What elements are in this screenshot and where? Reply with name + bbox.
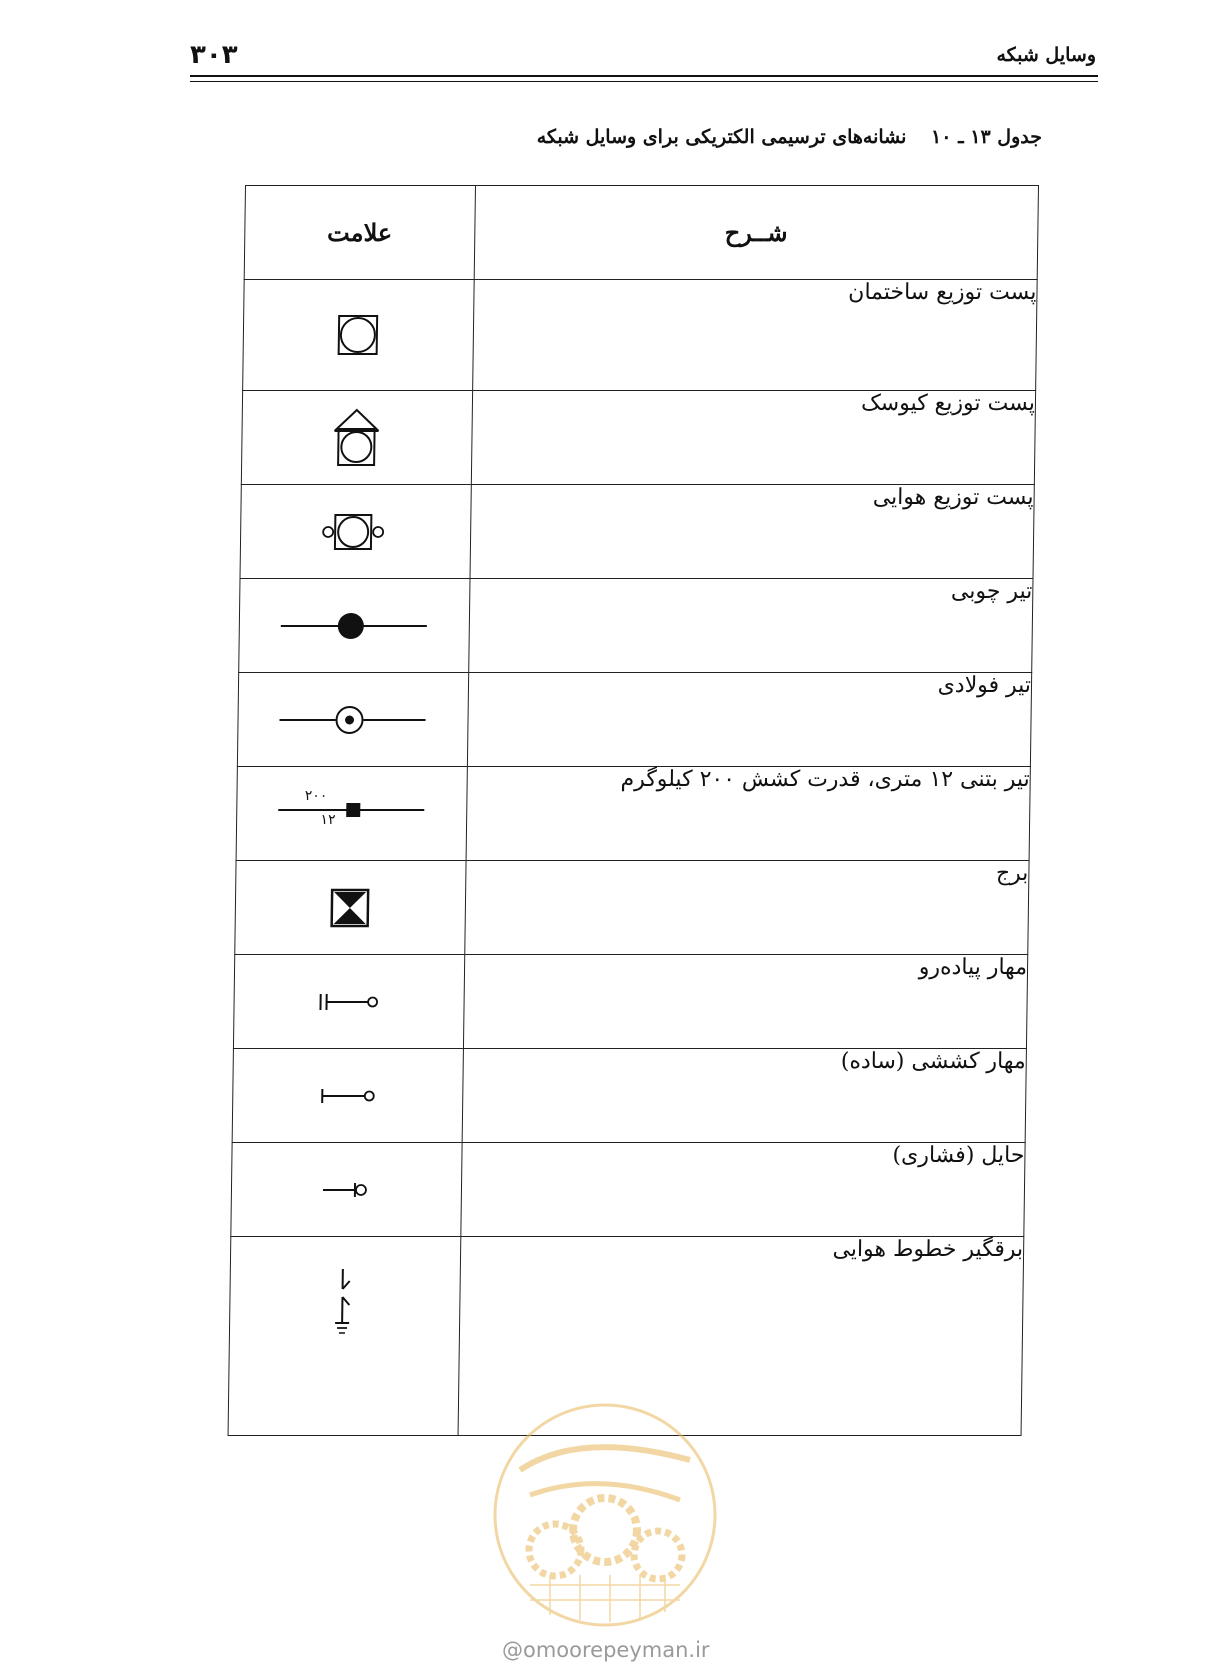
row-description: برج bbox=[464, 861, 1029, 955]
table-row bbox=[232, 1049, 1026, 1143]
push-brace-icon bbox=[321, 1178, 371, 1202]
sidewalk-guy-icon bbox=[318, 990, 380, 1014]
row-description: مهار کششی (ساده) bbox=[462, 1049, 1027, 1143]
row-symbol bbox=[233, 955, 464, 1049]
caption-label: جدول ۱۳ ـ ۱۰ bbox=[931, 126, 1042, 148]
table-row bbox=[243, 280, 1038, 391]
building-substation-icon bbox=[336, 313, 381, 357]
row-description: پست توزیع کیوسک bbox=[471, 391, 1036, 485]
row-symbol bbox=[235, 861, 466, 955]
header-description: شــرح bbox=[474, 186, 1039, 280]
tower-icon bbox=[330, 888, 371, 928]
row-description: تیر چوبی bbox=[468, 579, 1033, 673]
row-symbol bbox=[236, 767, 467, 861]
row-symbol bbox=[237, 673, 468, 767]
table-row bbox=[240, 485, 1034, 579]
row-description: تیر فولادی bbox=[467, 673, 1032, 767]
header-rule-thin bbox=[190, 81, 1098, 82]
watermark-logo bbox=[490, 1400, 720, 1630]
row-symbol bbox=[241, 391, 472, 485]
row-symbol bbox=[243, 280, 474, 391]
table-row bbox=[237, 673, 1031, 767]
surge-arrester-icon bbox=[332, 1267, 357, 1337]
pole-strength-label: ۲۰۰ bbox=[304, 787, 328, 804]
running-head: وسایل شبکه bbox=[996, 44, 1096, 66]
header-symbol: علامت bbox=[244, 186, 475, 280]
row-description: تیر بتنی ۱۲ متری، قدرت کشش ۲۰۰ کیلوگرم bbox=[466, 767, 1031, 861]
row-symbol bbox=[228, 1237, 460, 1436]
table-row bbox=[233, 955, 1027, 1049]
watermark-site: @omoorepeyman.ir bbox=[502, 1638, 710, 1662]
header-rule bbox=[190, 75, 1098, 77]
row-symbol bbox=[231, 1143, 462, 1237]
page-number: ۳۰۳ bbox=[190, 40, 238, 70]
simple-guy-icon bbox=[319, 1084, 375, 1108]
wooden-pole-icon bbox=[279, 609, 429, 643]
table-row bbox=[241, 391, 1035, 485]
concrete-pole-line bbox=[276, 792, 427, 836]
table-row bbox=[235, 861, 1029, 955]
overhead-substation-icon bbox=[320, 510, 391, 554]
table-row bbox=[239, 579, 1033, 673]
row-description: حایل (فشاری) bbox=[461, 1143, 1026, 1237]
table-row bbox=[236, 767, 1030, 861]
pole-height-label: ۱۲ bbox=[320, 811, 336, 828]
row-description: پست توزیع هوایی bbox=[470, 485, 1035, 579]
row-description: برقگیر خطوط هوایی bbox=[458, 1237, 1024, 1436]
symbols-table bbox=[228, 185, 1039, 1436]
table-header-row bbox=[244, 186, 1038, 280]
row-symbol bbox=[232, 1049, 463, 1143]
steel-pole-icon bbox=[278, 703, 428, 737]
kiosk-substation-icon bbox=[331, 407, 382, 469]
row-description: پست توزیع ساختمان bbox=[472, 280, 1037, 391]
row-description: مهار پیاده‌رو bbox=[463, 955, 1028, 1049]
row-symbol bbox=[239, 579, 470, 673]
table-caption bbox=[537, 126, 1042, 148]
caption-title: نشانه‌های ترسیمی الکتریکی برای وسایل شبکه bbox=[536, 126, 907, 148]
row-symbol bbox=[240, 485, 471, 579]
concrete-pole-icon bbox=[276, 787, 427, 836]
table-row bbox=[231, 1143, 1025, 1237]
